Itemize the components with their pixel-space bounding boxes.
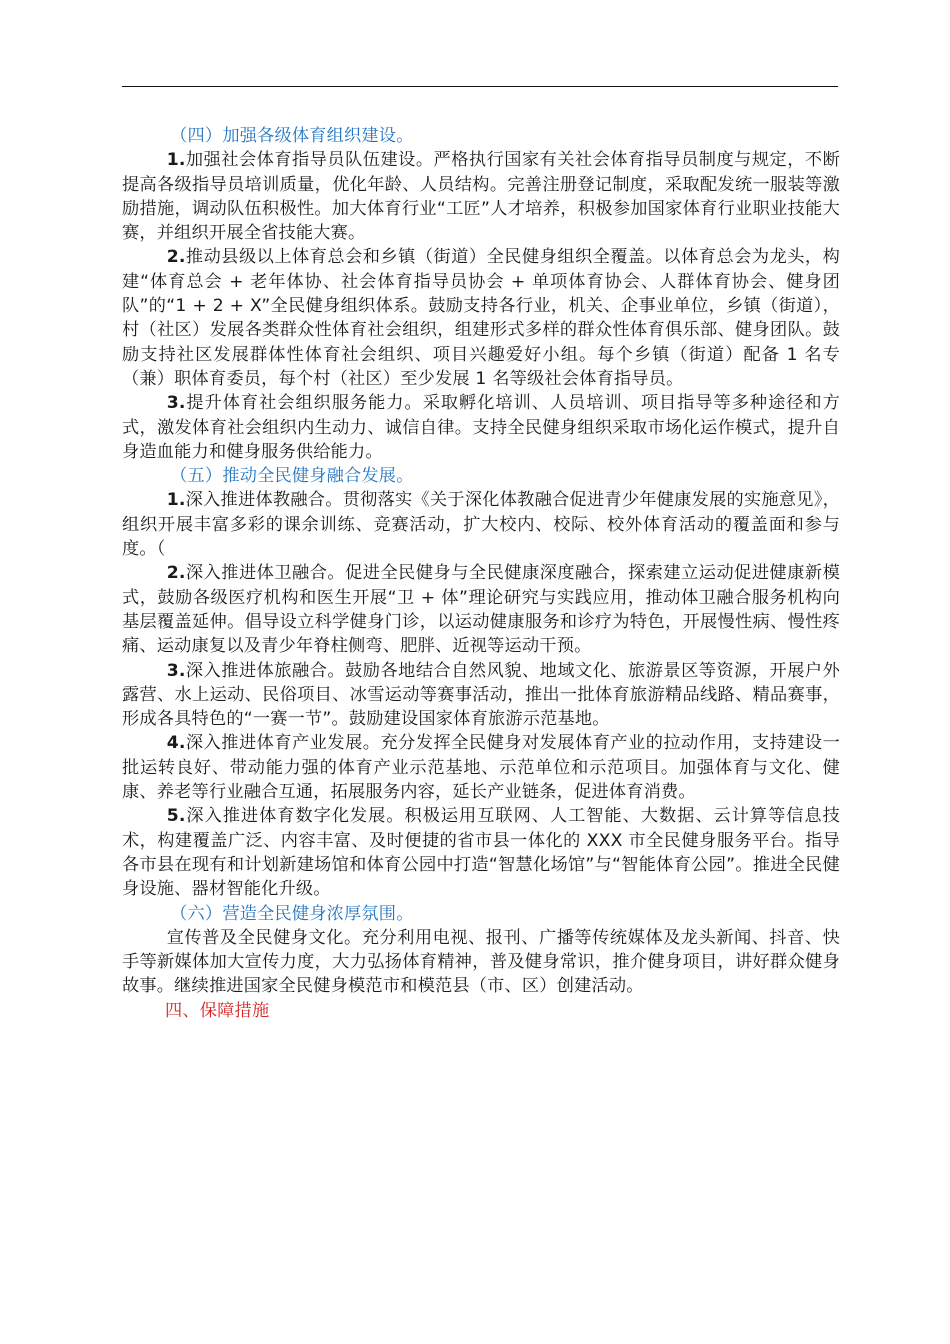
section-heading: 四、保障措施 (165, 1000, 270, 1021)
item-number: 1. (166, 490, 186, 511)
paragraph (122, 148, 840, 245)
subsection-heading-6: （六）营造全民健身浓厚氛围。 (170, 903, 414, 924)
item-number: 1. (166, 150, 186, 171)
paragraph-text: 深入推进体旅融合。鼓励各地结合自然风貌、地域文化、旅游景区等资源，开展户外露营、水上运动、民俗项目、冰雪运动等赛事活动，推出一批体育旅游精品线路、精品赛事，形成各具特色的“一赛一节”。鼓励建设国家体育旅游示范基地。 (122, 660, 840, 730)
header-rule (122, 86, 838, 87)
paragraph (122, 659, 840, 732)
item-number: 5. (166, 806, 186, 827)
subsection-heading-4: （四）加强各级体育组织建设。 (170, 126, 414, 146)
paragraph: 宣传普及全民健身文化。充分利用电视、报刊、广播等传统媒体及龙头新闻、抖音、快手等新媒体加大宣传力度，大力弘扬体育精神，普及健身常识，推介健身项目，讲好群众健身故事。继续推进国家全民健身模范市和模范县（市、区）创建活动。 (122, 927, 840, 997)
item-number: 3. (166, 393, 186, 414)
item-number: 2. (166, 247, 186, 268)
paragraph-text: 加强社会体育指导员队伍建设。严格执行国家有关社会体育指导员制度与规定，不断提高各级指导员培训质量，优化年龄、人员结构。完善注册登记制度，采取配发统一服装等激励措施，调动队伍积极性。加大体育行业“工匠”人才培养，积极参加国家体育行业职业技能大赛，并组织开展全省技能大赛。 (122, 150, 840, 244)
paragraph (122, 245, 840, 391)
paragraph (122, 804, 840, 901)
paragraph (122, 561, 840, 658)
paragraph (122, 488, 840, 561)
paragraph-text: 深入推进体教融合。贯彻落实《关于深化体教融合促进青少年健康发展的实施意见》，组织开展丰富多彩的课余训练、竞赛活动，扩大校内、校际、校外体育活动的覆盖面和参与度。（ (122, 490, 840, 560)
subsection-heading-5: （五）推动全民健身融合发展。 (170, 466, 414, 487)
paragraph-text: 提升体育社会组织服务能力。采取孵化培训、人员培训、项目指导等多种途径和方式，激发体育社会组织内生动力、诚信自律。支持全民健身组织采取市场化运作模式，提升自身造血能力和健身服务供给能力。 (122, 393, 840, 462)
item-number: 2. (166, 563, 186, 584)
paragraph-text: 推动县级以上体育总会和乡镇（街道）全民健身组织全覆盖。以体育总会为龙头，构建“体育总会 + 老年体协、社会体育指导员协会 + 单项体育协会、人群体育协会、健身团队”的“1 + 2 + X”全民健身组织体系。鼓励支持各行业，机关、企事业单位，乡镇（街道），村（社区）发展各类群众性体育社会组织，组建形式多样的群众性体育俱乐部、健身团队。鼓励支持社区发展群体性体育社会组织、项目兴趣爱好小组。每个乡镇（街道）配备 1 名专（兼）职体育委员，每个村（社区）至少发展 1 名等级社会体育指导员。 (122, 247, 840, 389)
paragraph-text: 深入推进体育产业发展。充分发挥全民健身对发展体育产业的拉动作用，支持建设一批运转良好、带动能力强的体育产业示范基地、示范单位和示范项目。加强体育与文化、健康、养老等行业融合互通，拓展服务内容，延长产业链条，促进体育消费。 (122, 733, 840, 803)
item-number: 4. (166, 733, 186, 754)
paragraph-text: 深入推进体卫融合。促进全民健身与全民健康深度融合，探索建立运动促进健康新模式，鼓励各级医疗机构和医生开展“卫 + 体”理论研究与实践应用，推动体卫融合服务机构向基层覆盖延伸。倡导设立科学健身门诊，以运动健康服务和诊疗为特色，开展慢性病、慢性疼痛、运动康复以及青少年脊柱侧弯、肥胖、近视等运动干预。 (122, 563, 840, 657)
paragraph-text: 深入推进体育数字化发展。积极运用互联网、人工智能、大数据、云计算等信息技术，构建覆盖广泛、内容丰富、及时便捷的省市县一体化的 XXX 市全民健身服务平台。指导各市县在现有和计划新建场馆和体育公园中打造“智慧化场馆”与“智能体育公园”。推进全民健身设施、器材智能化升级。 (122, 806, 840, 900)
paragraph (122, 391, 840, 464)
item-number: 3. (166, 660, 186, 681)
document-body (122, 124, 840, 1023)
paragraph (122, 731, 840, 804)
